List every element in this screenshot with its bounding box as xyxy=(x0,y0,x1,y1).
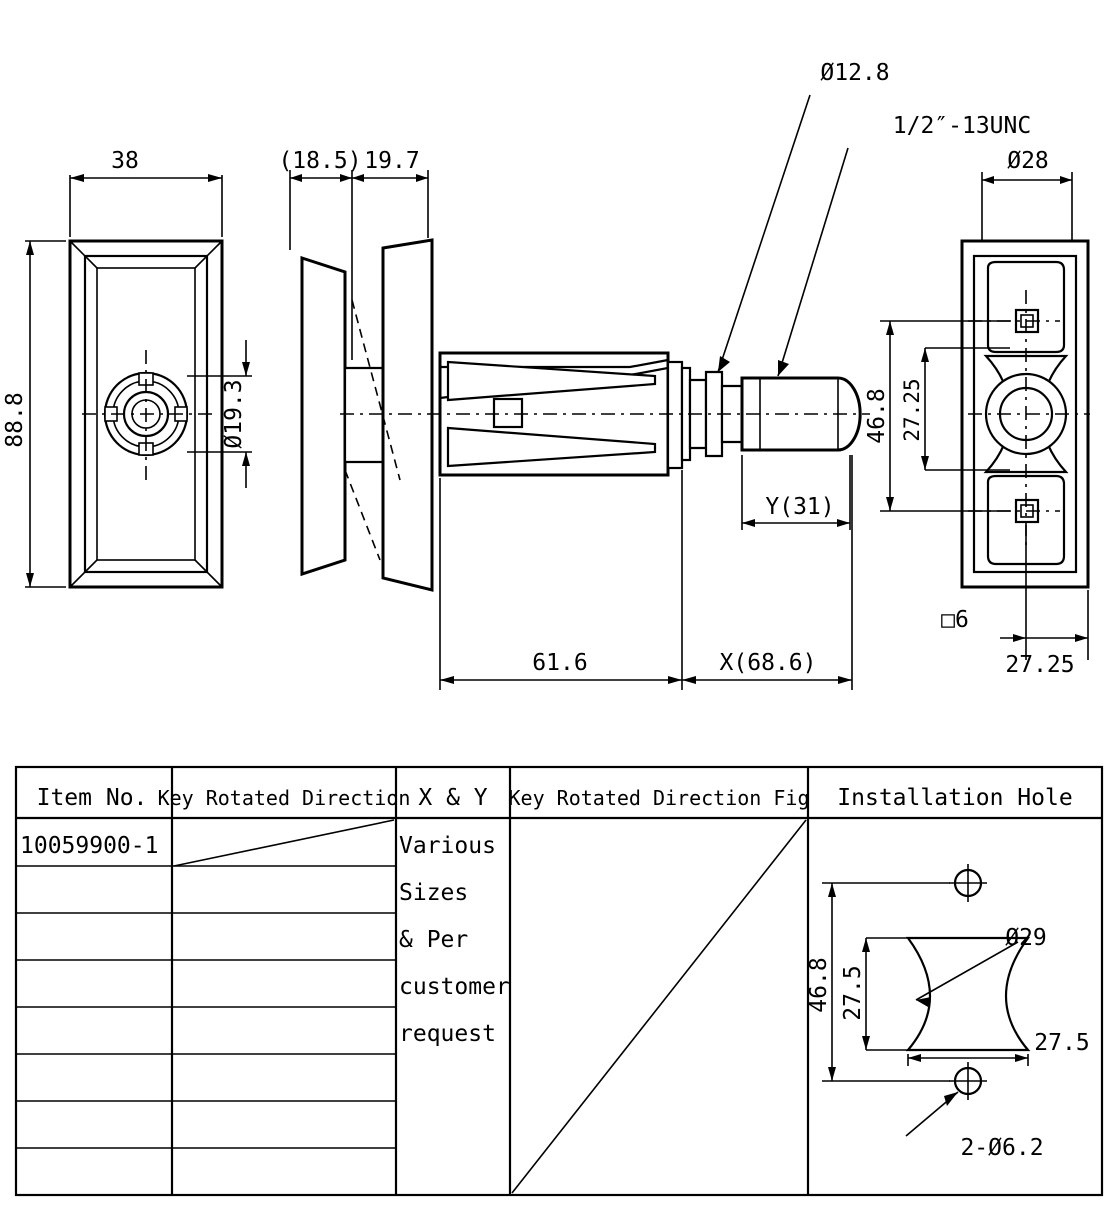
note-square-6 xyxy=(941,607,969,633)
dim-text-dia-12-8: Ø12.8 xyxy=(820,60,890,86)
dim-text-install-27-5-h: 27.5 xyxy=(1034,1030,1090,1056)
dim-lengths xyxy=(440,455,852,690)
dim-text-46-8: 46.8 xyxy=(864,388,890,444)
dim-y xyxy=(742,455,850,530)
front-view xyxy=(70,241,222,587)
dim-text-install-46-8: 46.8 xyxy=(806,957,832,1013)
dim-text-61-6: 61.6 xyxy=(532,650,588,676)
dim-text-19-7: 19.7 xyxy=(364,148,420,174)
dim-text-38: 38 xyxy=(111,148,139,174)
dim-text-dia-19-3: Ø19.3 xyxy=(221,379,247,449)
table-cell-xy-3: & Per xyxy=(399,927,469,953)
dim-front-width xyxy=(70,148,222,237)
dim-text-x-68-6: X(68.6) xyxy=(719,650,817,676)
table-cell-xy-1: Various xyxy=(399,833,496,859)
side-view xyxy=(302,240,870,590)
dim-text-thread: 1/2″-13UNC xyxy=(892,113,1032,139)
table-cell-item-no: 10059900-1 xyxy=(20,833,159,859)
dim-text-y-31: Y(31) xyxy=(765,494,835,520)
dim-text-27-25-h: 27.25 xyxy=(1005,652,1075,678)
table-header-installation-hole: Installation Hole xyxy=(837,785,1073,811)
dim-text-dia-29: Ø29 xyxy=(1005,925,1047,951)
table-cell-xy-4: customer xyxy=(399,974,510,1000)
leader-shaft-dia xyxy=(718,60,890,372)
table-header-item-no: Item No. xyxy=(36,785,148,811)
dim-text-27-25-v: 27.25 xyxy=(900,378,924,442)
dim-rear-dia xyxy=(982,148,1072,240)
dim-text-18-5: (18.5) xyxy=(278,148,362,174)
table-header-key-rotated-direction-fig: Key Rotated Direction Fig xyxy=(508,786,810,810)
table-cell-xy-5: request xyxy=(399,1021,496,1047)
table-header-key-rotated-direction: Key Rotated Direction xyxy=(157,786,411,810)
table-header-xy: X & Y xyxy=(418,785,488,811)
table-cell-xy-2: Sizes xyxy=(399,880,469,906)
dim-text-88-8: 88.8 xyxy=(2,392,28,448)
dim-text-dia-28: Ø28 xyxy=(1007,148,1049,174)
dim-text-install-27-5-v: 27.5 xyxy=(840,965,866,1021)
dim-text-square-6: □6 xyxy=(941,607,969,633)
dim-text-2-dia-6-2: 2-Ø6.2 xyxy=(960,1135,1044,1161)
dim-front-height xyxy=(2,241,66,587)
